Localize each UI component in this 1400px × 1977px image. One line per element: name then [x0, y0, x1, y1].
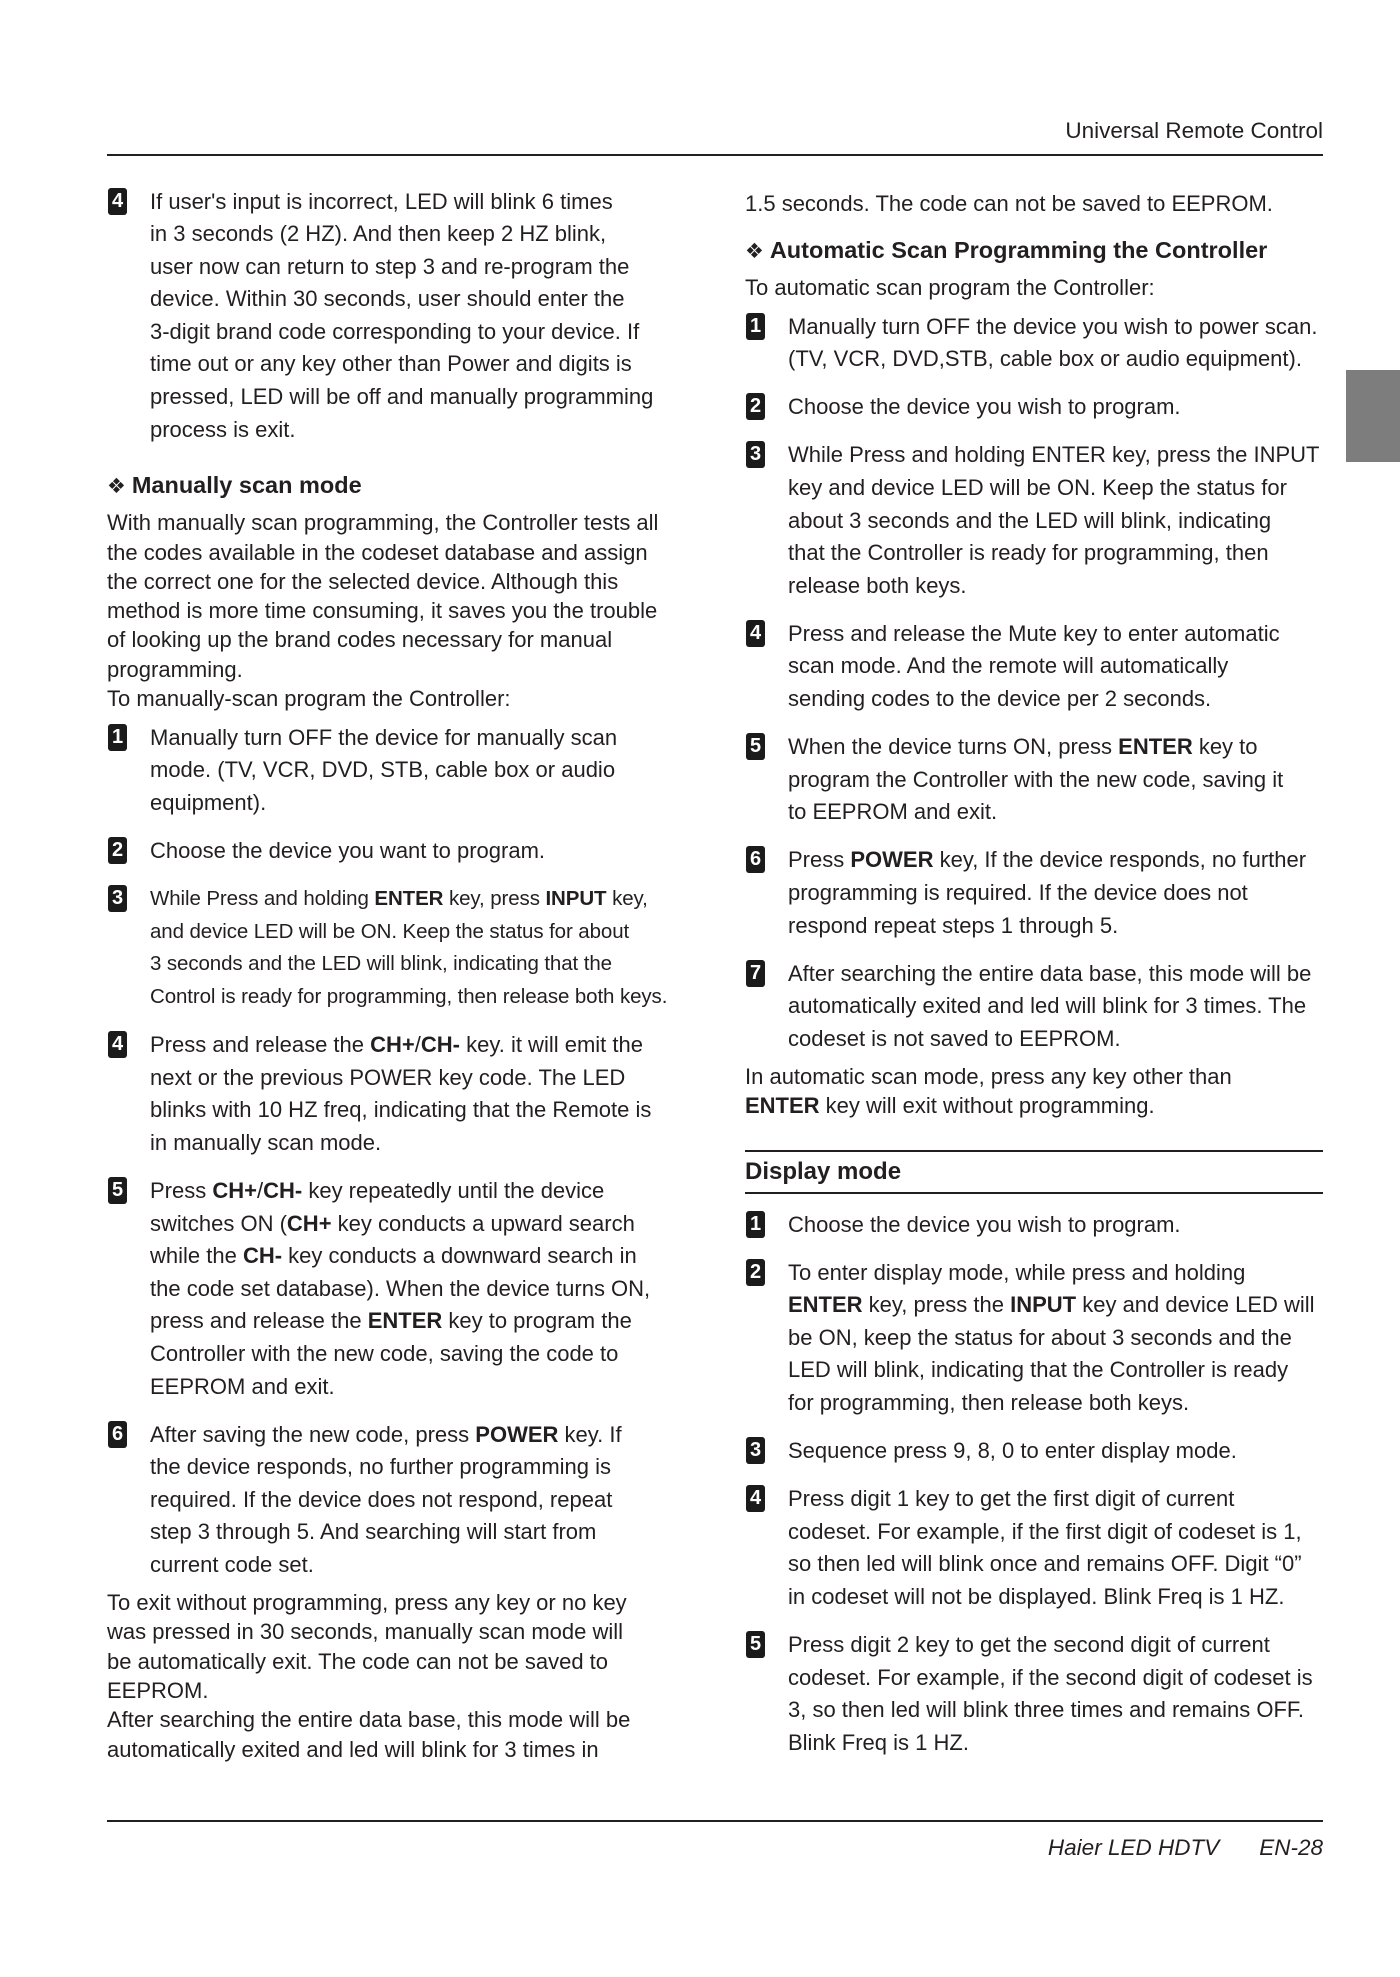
- step-item: [107, 883, 687, 1013]
- text-run: After searching the entire data base, this mode will be: [788, 960, 1312, 986]
- text-run: Choose the device you wish to program.: [788, 394, 1181, 420]
- step-text-line: [788, 537, 1323, 570]
- step-item: [745, 1435, 1323, 1468]
- text-run: To automatic scan program the Controller:: [745, 274, 1155, 300]
- step-item: [745, 731, 1323, 829]
- text-run: user now can return to step 3 and re-program the: [150, 253, 630, 279]
- text-run: process is exit.: [150, 416, 296, 442]
- step-text-line: [788, 1662, 1323, 1695]
- bold-key-name: CH+: [212, 1177, 257, 1203]
- bold-key-name: CH-: [263, 1177, 303, 1203]
- text-run: the device responds, no further programming is: [150, 1454, 612, 1480]
- paragraph-line: [107, 684, 687, 713]
- text-run: that the Controller is ready for programming, then: [788, 540, 1269, 566]
- text-run: time out or any key other than Power and digits is: [150, 351, 632, 377]
- step-text-line: [788, 1581, 1323, 1614]
- paragraph: [745, 1062, 1323, 1121]
- step-text-line: [788, 343, 1323, 376]
- text-run: 3-digit brand code corresponding to your device. If: [150, 318, 640, 344]
- step-number-badge: 2: [108, 837, 127, 864]
- step-text-line: [788, 1354, 1323, 1387]
- step-text-line: [150, 754, 687, 787]
- step-text-line: [150, 348, 687, 381]
- step-item: [745, 311, 1323, 376]
- paragraph-line: [745, 1091, 1323, 1120]
- step-text-line: [788, 683, 1323, 716]
- step-item: [745, 1483, 1323, 1613]
- text-run: the correct one for the selected device. Although this: [107, 568, 619, 594]
- subsection-heading-text: Manually scan mode: [131, 472, 362, 499]
- text-run: be ON, keep the status for about 3 seconds and the: [788, 1324, 1292, 1350]
- step-text: [150, 186, 687, 447]
- step-text: [150, 1419, 687, 1582]
- text-run: 3 seconds and the LED will blink, indicating that the: [150, 952, 612, 976]
- text-run: key. it will emit the: [460, 1032, 643, 1058]
- step-text: [788, 391, 1323, 424]
- text-run: Controller with the new code, saving the code to: [150, 1340, 619, 1366]
- text-run: press and release the: [150, 1308, 368, 1334]
- paragraph: [745, 189, 1323, 218]
- text-run: 3, so then led will blink three times and remains OFF.: [788, 1697, 1305, 1723]
- step-text: [150, 722, 687, 820]
- text-run: automatically exited and led will blink for 3 times. The: [788, 993, 1307, 1019]
- bold-key-name: ENTER: [1118, 734, 1193, 760]
- paragraph-line: [107, 1617, 687, 1646]
- bold-key-name: POWER: [850, 847, 934, 873]
- step-text-line: [150, 948, 687, 981]
- text-run: (TV, VCR, DVD,STB, cable box or audio equipment).: [788, 346, 1302, 372]
- step-item: [107, 186, 687, 447]
- step-item: [745, 844, 1323, 942]
- step-text-line: [788, 570, 1323, 603]
- step-text-line: [788, 1727, 1323, 1760]
- step-text-line: [150, 835, 687, 868]
- text-run: Choose the device you wish to program.: [788, 1211, 1181, 1237]
- text-run: Control is ready for programming, then release both keys.: [150, 984, 668, 1008]
- subsection-heading-text: Automatic Scan Programming the Controller: [769, 236, 1268, 263]
- step-text-line: [150, 916, 687, 949]
- text-run: in 3 seconds (2 HZ). And then keep 2 HZ blink,: [150, 221, 607, 247]
- text-run: Press: [788, 847, 851, 873]
- step-item: [745, 958, 1323, 1056]
- text-run: To enter display mode, while press and holding: [788, 1259, 1246, 1285]
- chapter-tab-marker: [1346, 370, 1400, 462]
- text-run: and device LED will be ON. Keep the status for about: [150, 919, 630, 943]
- text-run: Press: [150, 1177, 213, 1203]
- text-run: sending codes to the device per 2 seconds.: [788, 686, 1212, 712]
- text-run: Manually turn OFF the device for manually scan: [150, 724, 618, 750]
- text-run: key, press: [443, 887, 546, 911]
- text-run: key to program the: [442, 1308, 632, 1334]
- bold-key-name: CH-: [242, 1243, 283, 1269]
- right-column: [745, 186, 1323, 1760]
- step-text: [788, 1257, 1323, 1420]
- diamond-bullet-icon: ❖: [745, 238, 764, 263]
- page-footer: [1048, 1832, 1323, 1864]
- running-header-title: Universal Remote Control: [1065, 118, 1323, 143]
- text-run: In automatic scan mode, press any key other than: [745, 1063, 1232, 1089]
- footer-brand: Haier LED HDTV: [1047, 1835, 1220, 1860]
- text-run: EEPROM and exit.: [150, 1373, 335, 1399]
- text-run: To exit without programming, press any key or no key: [107, 1590, 627, 1616]
- step-text: [788, 844, 1323, 942]
- step-item: [745, 1257, 1323, 1420]
- text-run: key repeatedly until the device: [302, 1177, 605, 1203]
- step-text: [150, 1175, 687, 1403]
- step-number-badge: 5: [746, 733, 765, 760]
- paragraph-line: [745, 189, 1323, 218]
- step-text: [788, 1629, 1323, 1759]
- text-run: Sequence press 9, 8, 0 to enter display mode.: [788, 1438, 1237, 1464]
- paragraph: [107, 508, 687, 713]
- step-number-badge: 2: [746, 1259, 765, 1286]
- text-run: codeset. For example, if the first digit of codeset is 1,: [788, 1518, 1302, 1544]
- step-text-line: [150, 1029, 687, 1062]
- step-text-line: [150, 787, 687, 820]
- step-text-line: [150, 1240, 687, 1273]
- step-text: [788, 618, 1323, 716]
- text-run: be automatically exit. The code can not be saved to: [107, 1648, 609, 1674]
- step-text: [788, 958, 1323, 1056]
- step-text-line: [788, 910, 1323, 943]
- paragraph-line: [107, 1676, 687, 1705]
- step-text-line: [788, 764, 1323, 797]
- text-run: Press and release the: [150, 1032, 371, 1058]
- text-run: To manually-scan program the Controller:: [107, 686, 511, 712]
- step-text-line: [150, 1062, 687, 1095]
- text-run: key conducts a upward search: [331, 1210, 635, 1236]
- step-item: [745, 439, 1323, 602]
- text-run: in manually scan mode.: [150, 1129, 382, 1155]
- step-text-line: [150, 883, 687, 916]
- step-number-badge: 1: [108, 724, 127, 751]
- paragraph-line: [107, 1735, 687, 1764]
- step-text-line: [788, 958, 1323, 991]
- text-run: method is more time consuming, it saves you the trouble: [107, 598, 658, 624]
- text-run: key, press the: [862, 1292, 1011, 1318]
- diamond-bullet-icon: ❖: [107, 474, 126, 499]
- step-text-line: [788, 1516, 1323, 1549]
- step-text-line: [788, 1209, 1323, 1242]
- step-item: [107, 1029, 687, 1159]
- step-number-badge: 5: [108, 1177, 127, 1204]
- text-run: release both keys.: [788, 572, 967, 598]
- step-text: [150, 835, 687, 868]
- text-run: codeset is not saved to EEPROM.: [788, 1025, 1121, 1051]
- paragraph: [745, 273, 1323, 302]
- step-text-line: [150, 1094, 687, 1127]
- text-run: key and device LED will be ON. Keep the status for: [788, 474, 1287, 500]
- bold-key-name: CH+: [286, 1210, 332, 1236]
- step-text-line: [788, 1694, 1323, 1727]
- step-text-line: [788, 1435, 1323, 1468]
- text-run: After saving the new code, press: [150, 1421, 476, 1447]
- text-run: of looking up the brand codes necessary for manual: [107, 627, 613, 653]
- text-run: Choose the device you want to program.: [150, 838, 546, 864]
- step-number-badge: 6: [746, 846, 765, 873]
- step-text-line: [788, 1387, 1323, 1420]
- text-run: mode. (TV, VCR, DVD, STB, cable box or audio: [150, 757, 616, 783]
- text-run: key, If the device responds, no further: [933, 847, 1307, 873]
- text-run: key to: [1192, 734, 1258, 760]
- step-text-line: [150, 1208, 687, 1241]
- text-run: the code set database). When the device turns ON,: [150, 1275, 651, 1301]
- step-text-line: [150, 414, 687, 447]
- step-number-badge: 1: [746, 1211, 765, 1238]
- step-number-badge: 7: [746, 960, 765, 987]
- paragraph-line: [107, 538, 687, 567]
- step-text-line: [150, 1451, 687, 1484]
- step-text-line: [788, 439, 1323, 472]
- text-run: LED will blink, indicating that the Controller is ready: [788, 1357, 1289, 1383]
- text-run: With manually scan programming, the Controller tests all: [107, 510, 659, 536]
- text-run: Manually turn OFF the device you wish to power scan.: [788, 313, 1318, 339]
- text-run: key,: [606, 887, 648, 911]
- step-number-badge: 3: [746, 1437, 765, 1464]
- paragraph-line: [107, 567, 687, 596]
- step-item: [107, 835, 687, 868]
- step-text-line: [150, 1127, 687, 1160]
- text-run: program the Controller with the new code, saving it: [788, 766, 1284, 792]
- step-text-line: [150, 316, 687, 349]
- step-text-line: [150, 1305, 687, 1338]
- step-text-line: [788, 311, 1323, 344]
- text-run: step 3 through 5. And searching will start from: [150, 1519, 597, 1545]
- step-text: [788, 1435, 1323, 1468]
- bold-key-name: ENTER: [788, 1292, 863, 1318]
- text-run: to EEPROM and exit.: [788, 799, 998, 825]
- text-run: about 3 seconds and the LED will blink, indicating: [788, 507, 1272, 533]
- text-run: blinks with 10 HZ freq, indicating that the Remote is: [150, 1097, 652, 1123]
- step-number-badge: 1: [746, 313, 765, 340]
- step-item: [745, 391, 1323, 424]
- step-text-line: [788, 796, 1323, 829]
- text-run: automatically exited and led will blink for 3 times in: [107, 1736, 599, 1762]
- step-number-badge: 4: [746, 1485, 765, 1512]
- text-run: Blink Freq is 1 HZ.: [788, 1729, 969, 1755]
- step-text-line: [788, 1322, 1323, 1355]
- text-run: Press and release the Mute key to enter automatic: [788, 620, 1280, 646]
- page-number: EN-28: [1259, 1835, 1323, 1860]
- step-text-line: [150, 1371, 687, 1404]
- text-run: while the: [150, 1243, 243, 1269]
- paragraph: [107, 1588, 687, 1764]
- text-run: EEPROM.: [107, 1677, 209, 1703]
- paragraph-line: [745, 273, 1323, 302]
- subsection-heading: [745, 234, 1323, 266]
- step-text-line: [150, 981, 687, 1014]
- paragraph-line: [107, 1705, 687, 1734]
- step-text-line: [788, 731, 1323, 764]
- text-run: codeset. For example, if the second digit of codeset is: [788, 1664, 1313, 1690]
- step-text-line: [150, 722, 687, 755]
- text-run: key and device LED will: [1076, 1292, 1315, 1318]
- text-run: equipment).: [150, 790, 267, 816]
- subsection-heading: [107, 469, 687, 501]
- step-item: [107, 722, 687, 820]
- text-run: for programming, then release both keys.: [788, 1390, 1190, 1416]
- step-text-line: [150, 218, 687, 251]
- step-text-line: [788, 472, 1323, 505]
- bold-key-name: ENTER: [745, 1093, 820, 1119]
- step-item: [745, 1209, 1323, 1242]
- text-run: switches ON (: [150, 1210, 287, 1236]
- step-text-line: [150, 1338, 687, 1371]
- paragraph-line: [107, 625, 687, 654]
- left-column: [107, 186, 687, 1764]
- bold-key-name: CH+: [370, 1032, 415, 1058]
- text-run: While Press and holding: [150, 887, 375, 911]
- step-number-badge: 4: [746, 620, 765, 647]
- step-text: [150, 1029, 687, 1159]
- step-item: [107, 1175, 687, 1403]
- step-text: [788, 731, 1323, 829]
- paragraph-line: [107, 655, 687, 684]
- step-text-line: [788, 1257, 1323, 1290]
- text-run: respond repeat steps 1 through 5.: [788, 912, 1119, 938]
- paragraph-line: [107, 596, 687, 625]
- step-item: [745, 1629, 1323, 1759]
- step-text-line: [150, 1484, 687, 1517]
- step-number-badge: 6: [108, 1421, 127, 1448]
- step-text-line: [788, 618, 1323, 651]
- step-text-line: [788, 505, 1323, 538]
- step-text-line: [150, 1175, 687, 1208]
- text-run: While Press and holding ENTER key, press the INPUT: [788, 442, 1320, 468]
- step-text: [788, 1209, 1323, 1242]
- step-text-line: [788, 990, 1323, 1023]
- text-run: After searching the entire data base, this mode will be: [107, 1707, 631, 1733]
- text-run: /: [256, 1177, 264, 1203]
- text-run: pressed, LED will be off and manually programming: [150, 384, 654, 410]
- footer-rule: [107, 1820, 1323, 1823]
- step-text-line: [788, 1289, 1323, 1322]
- text-run: so then led will blink once and remains OFF. Digit “0”: [788, 1551, 1302, 1577]
- step-text: [788, 1483, 1323, 1613]
- paragraph-line: [107, 508, 687, 537]
- paragraph-line: [107, 1647, 687, 1676]
- step-text-line: [150, 1549, 687, 1582]
- paragraph-line: [107, 1588, 687, 1617]
- text-run: When the device turns ON, press: [788, 734, 1119, 760]
- step-text-line: [150, 1419, 687, 1452]
- step-text-line: [788, 391, 1323, 424]
- text-run: required. If the device does not respond, repeat: [150, 1486, 613, 1512]
- text-run: key will exit without programming.: [819, 1093, 1155, 1119]
- step-text: [788, 311, 1323, 376]
- step-text-line: [150, 381, 687, 414]
- header-rule: [107, 154, 1323, 157]
- step-text-line: [788, 1548, 1323, 1581]
- step-item: [745, 618, 1323, 716]
- step-number-badge: 2: [746, 393, 765, 420]
- text-run: /: [414, 1032, 421, 1058]
- bold-key-name: CH-: [420, 1032, 460, 1058]
- step-text-line: [150, 283, 687, 316]
- step-text: [150, 883, 687, 1013]
- step-number-badge: 3: [746, 441, 765, 468]
- text-run: programming is required. If the device does not: [788, 880, 1248, 905]
- step-text: [788, 439, 1323, 602]
- step-number-badge: 5: [746, 1631, 765, 1658]
- step-text-line: [150, 186, 687, 219]
- step-number-badge: 4: [108, 1031, 127, 1058]
- text-run: device. Within 30 seconds, user should enter the: [150, 286, 625, 312]
- text-run: in codeset will not be displayed. Blink Freq is 1 HZ.: [788, 1584, 1285, 1609]
- text-run: Press digit 2 key to get the second digit of current: [788, 1632, 1270, 1658]
- step-text-line: [788, 1483, 1323, 1516]
- bold-key-name: ENTER: [367, 1308, 443, 1334]
- text-run: scan mode. And the remote will automatically: [788, 653, 1229, 679]
- text-run: key conducts a downward search in: [282, 1243, 637, 1269]
- step-text-line: [788, 877, 1323, 910]
- step-text-line: [788, 844, 1323, 877]
- text-run: 1.5 seconds. The code can not be saved to EEPROM.: [745, 190, 1273, 216]
- text-run: was pressed in 30 seconds, manually scan mode will: [107, 1619, 624, 1645]
- bold-key-name: INPUT: [1010, 1292, 1077, 1318]
- text-run: current code set.: [150, 1551, 314, 1577]
- step-item: [107, 1419, 687, 1582]
- step-text-line: [150, 1273, 687, 1306]
- bold-key-name: INPUT: [545, 887, 607, 911]
- step-number-badge: 4: [108, 188, 127, 215]
- text-run: programming.: [107, 656, 243, 682]
- step-text-line: [788, 1023, 1323, 1056]
- paragraph-line: [745, 1062, 1323, 1091]
- text-run: the codes available in the codeset database and assign: [107, 539, 648, 565]
- step-text-line: [150, 251, 687, 284]
- section-title: Display mode: [745, 1150, 1323, 1194]
- step-text-line: [150, 1516, 687, 1549]
- text-run: next or the previous POWER key code. The LED: [150, 1064, 626, 1090]
- step-text-line: [788, 1629, 1323, 1662]
- bold-key-name: POWER: [475, 1421, 559, 1447]
- text-run: Press digit 1 key to get the first digit of current: [788, 1486, 1235, 1512]
- text-run: If user's input is incorrect, LED will blink 6 times: [150, 188, 613, 214]
- bold-key-name: ENTER: [374, 887, 444, 911]
- step-number-badge: 3: [108, 885, 127, 912]
- text-run: key. If: [558, 1421, 622, 1447]
- step-text-line: [788, 650, 1323, 683]
